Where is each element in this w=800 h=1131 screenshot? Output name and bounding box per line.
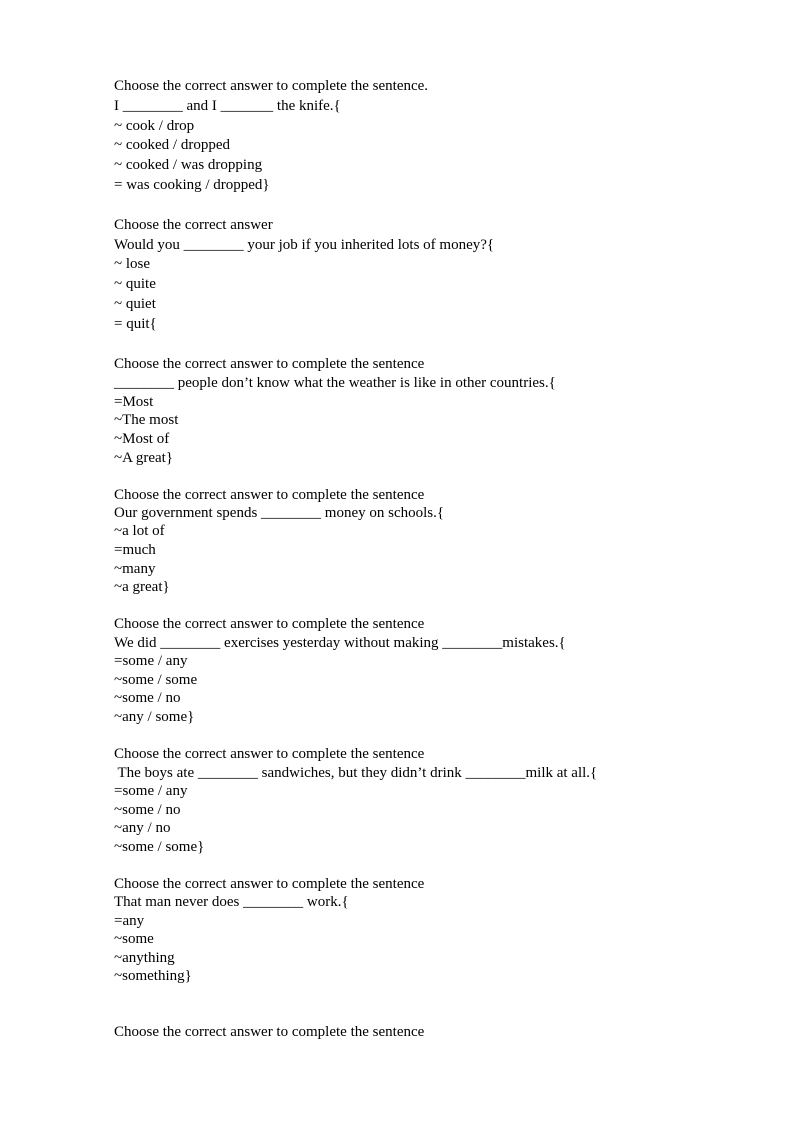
question-5-option: =some / any — [114, 653, 188, 669]
question-1-option: ~ cook / drop — [114, 118, 195, 134]
question-2-instruction: Choose the correct answer — [114, 217, 273, 233]
question-1-option: = was cooking / dropped} — [114, 177, 270, 193]
question-7-option: ~something} — [114, 968, 192, 984]
question-4-option: ~many — [114, 561, 156, 577]
question-7-option: =any — [114, 913, 145, 929]
question-2-sentence: Would you ________ your job if you inherited lots of money?{ — [114, 237, 495, 253]
question-7-option: ~anything — [114, 950, 175, 966]
question-4-option: ~a great} — [114, 579, 170, 595]
question-1-instruction: Choose the correct answer to complete the sentence. — [114, 78, 429, 94]
question-7-instruction: Choose the correct answer to complete the sentence — [114, 876, 425, 892]
question-6-option: ~any / no — [114, 820, 171, 836]
question-1-sentence: I ________ and I _______ the knife.{ — [114, 98, 341, 114]
question-3-option: =Most — [114, 394, 154, 410]
question-7-option: ~some — [114, 931, 154, 947]
question-3-option: ~Most of — [114, 431, 170, 447]
question-3-sentence: ________ people don’t know what the weather is like in other countries.{ — [114, 375, 556, 391]
question-4-sentence: Our government spends ________ money on schools.{ — [114, 505, 445, 521]
question-6-option: ~some / some} — [114, 839, 205, 855]
question-1-option: ~ cooked / dropped — [114, 137, 231, 153]
question-5-option: ~some / some — [114, 672, 198, 688]
question-4-option: ~a lot of — [114, 523, 165, 539]
question-2-option: ~ lose — [114, 256, 151, 272]
question-4-option: =much — [114, 542, 156, 558]
question-5-sentence: We did ________ exercises yesterday without making ________mistakes.{ — [114, 635, 566, 651]
question-3-instruction: Choose the correct answer to complete the sentence — [114, 356, 425, 372]
question-2-option: = quit{ — [114, 316, 157, 332]
question-6-instruction: Choose the correct answer to complete the sentence — [114, 746, 425, 762]
question-8-instruction: Choose the correct answer to complete the sentence — [114, 1024, 425, 1040]
question-7-sentence: That man never does ________ work.{ — [114, 894, 349, 910]
question-2-option: ~ quiet — [114, 296, 156, 312]
question-6-option: ~some / no — [114, 802, 181, 818]
question-3-option: ~A great} — [114, 450, 174, 466]
question-6-option: =some / any — [114, 783, 188, 799]
question-6-sentence: The boys ate ________ sandwiches, but they didn’t drink ________milk at all.{ — [114, 765, 598, 781]
question-1-option: ~ cooked / was dropping — [114, 157, 263, 173]
question-5-instruction: Choose the correct answer to complete the sentence — [114, 616, 425, 632]
question-5-option: ~any / some} — [114, 709, 195, 725]
question-3-option: ~The most — [114, 412, 179, 428]
question-2-option: ~ quite — [114, 276, 156, 292]
question-5-option: ~some / no — [114, 690, 181, 706]
question-4-instruction: Choose the correct answer to complete the sentence — [114, 487, 425, 503]
